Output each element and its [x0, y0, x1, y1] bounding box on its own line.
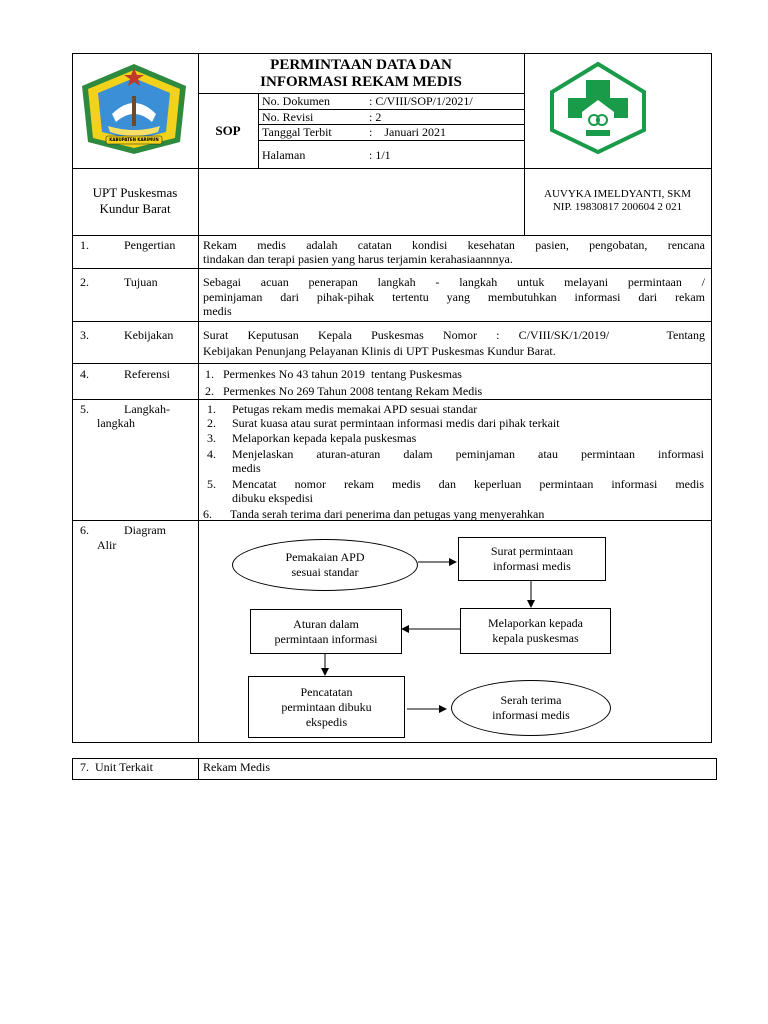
row-label-kebijakan: Kebijakan: [124, 328, 174, 342]
title-line-2: INFORMASI REKAM MEDIS: [260, 74, 462, 90]
flow-node-serah-terima: Serah terima informasi medis: [451, 680, 611, 736]
step-5-number: 5.: [207, 477, 216, 491]
step-2-text: Surat kuasa atau surat permintaan informasi medis dari pihak terkait: [232, 416, 560, 430]
row-number-5: 5.: [80, 402, 89, 416]
signer-block: [524, 188, 711, 214]
puskesmas-logo-icon: [548, 60, 648, 156]
flow-node-aturan: Aturan dalam permintaan informasi: [250, 609, 402, 654]
row-label-pengertian: Pengertian: [124, 238, 176, 252]
unit-terkait-label: 7. Unit Terkait: [80, 760, 153, 774]
step-5-text-line-2: dibuku ekspedisi: [232, 491, 313, 505]
tujuan-text-line-1: Sebagai acuan penerapan langkah - langkah untuk melayani permintaan /: [203, 275, 705, 289]
page-label: Halaman: [262, 148, 306, 162]
step-3-text: Melaporkan kepada kepala puskesmas: [232, 431, 417, 445]
step-1-number: 1.: [207, 402, 216, 416]
pengertian-text-line-2: tindakan dan terapi pasien yang harus terjamin kerahasiaannnya.: [203, 252, 513, 266]
row-label-langkah-2: langkah: [97, 416, 135, 430]
logo-ribbon-text: KABUPATEN KARIMUN: [109, 137, 159, 142]
pengertian-text-line-1: Rekam medis adalah catatan kondisi kesehatan pasien, pengobatan, rencana: [203, 238, 705, 252]
step-4-text-line-1: Menjelaskan aturan-aturan dalam peminjaman atau permintaan informasi: [232, 447, 704, 461]
kebijakan-text-line-1: Surat Keputusan Kepala Puskesmas Nomor : C/VIII/SK/1/2019/ Tentang: [203, 328, 705, 342]
unit-name-line-2: Kundur Barat: [99, 201, 171, 216]
step-5-text-line-1: Mencatat nomor rekam medis dan keperluan permintaan informasi medis: [232, 477, 704, 491]
row-number-4: 4.: [80, 367, 89, 381]
step-6-text: Tanda serah terima dari penerima dan petugas yang menyerahkan: [230, 507, 545, 521]
doc-number-value: : C/VIII/SOP/1/2021/: [369, 94, 473, 108]
flow-node-apd: Pemakaian APD sesuai standar: [232, 539, 418, 591]
row-number-1: 1.: [80, 238, 89, 252]
page-value: : 1/1: [369, 148, 391, 162]
row-label-referensi: Referensi: [124, 367, 170, 381]
step-3-number: 3.: [207, 431, 216, 445]
tujuan-text-line-3: medis: [203, 304, 232, 318]
signer-nip: NIP. 19830817 200604 2 021: [552, 201, 683, 213]
referensi-item-2: 2. Permenkes No 269 Tahun 2008 tentang Rekam Medis: [205, 384, 483, 398]
row-label-diagram-1: Diagram: [124, 523, 166, 537]
title-line-1: PERMINTAAN DATA DAN: [270, 57, 452, 73]
row-label-tujuan: Tujuan: [124, 275, 158, 289]
row-number-3: 3.: [80, 328, 89, 342]
kebijakan-text-line-2: Kebijakan Penunjang Pelayanan Klinis di UPT Puskesmas Kundur Barat.: [203, 344, 556, 358]
revision-label: No. Revisi: [262, 110, 314, 124]
row-number-2: 2.: [80, 275, 89, 289]
issue-date-value: : Januari 2021: [369, 125, 446, 139]
unit-terkait-value: Rekam Medis: [203, 760, 270, 774]
doc-number-label: No. Dokumen: [262, 94, 330, 108]
sop-label: SOP: [215, 123, 241, 138]
step-2-number: 2.: [207, 416, 216, 430]
issue-date-label: Tanggal Terbit: [262, 125, 332, 139]
referensi-item-1: 1. Permenkes No 43 tahun 2019 tentang Puskesmas: [205, 367, 462, 381]
flow-node-pencatatan: Pencatatan permintaan dibuku ekspedis: [248, 676, 405, 738]
signer-name: AUVYKA IMELDYANTI, SKM: [544, 188, 691, 200]
row-label-langkah-1: Langkah-: [124, 402, 170, 416]
unit-name: [72, 185, 198, 217]
step-1-text: Petugas rekam medis memakai APD sesuai standar: [232, 402, 478, 416]
row-label-diagram-2: Alir: [97, 538, 117, 552]
tujuan-text-line-2: peminjaman dari pihak-pihak tertentu yang membutuhkan informasi dari rekam: [203, 290, 705, 304]
flow-node-surat: Surat permintaan informasi medis: [458, 537, 606, 581]
step-4-number: 4.: [207, 447, 216, 461]
document-title: [198, 57, 524, 91]
kabupaten-karimun-logo: [78, 62, 190, 156]
flow-node-melaporkan: Melaporkan kepada kepala puskesmas: [460, 608, 611, 654]
unit-name-line-1: UPT Puskesmas: [92, 185, 178, 200]
step-6-number: 6.: [203, 507, 212, 521]
unit-terkait-table: [72, 758, 717, 780]
revision-value: : 2: [369, 110, 382, 124]
row-number-6: 6.: [80, 523, 89, 537]
step-4-text-line-2: medis: [232, 461, 261, 475]
